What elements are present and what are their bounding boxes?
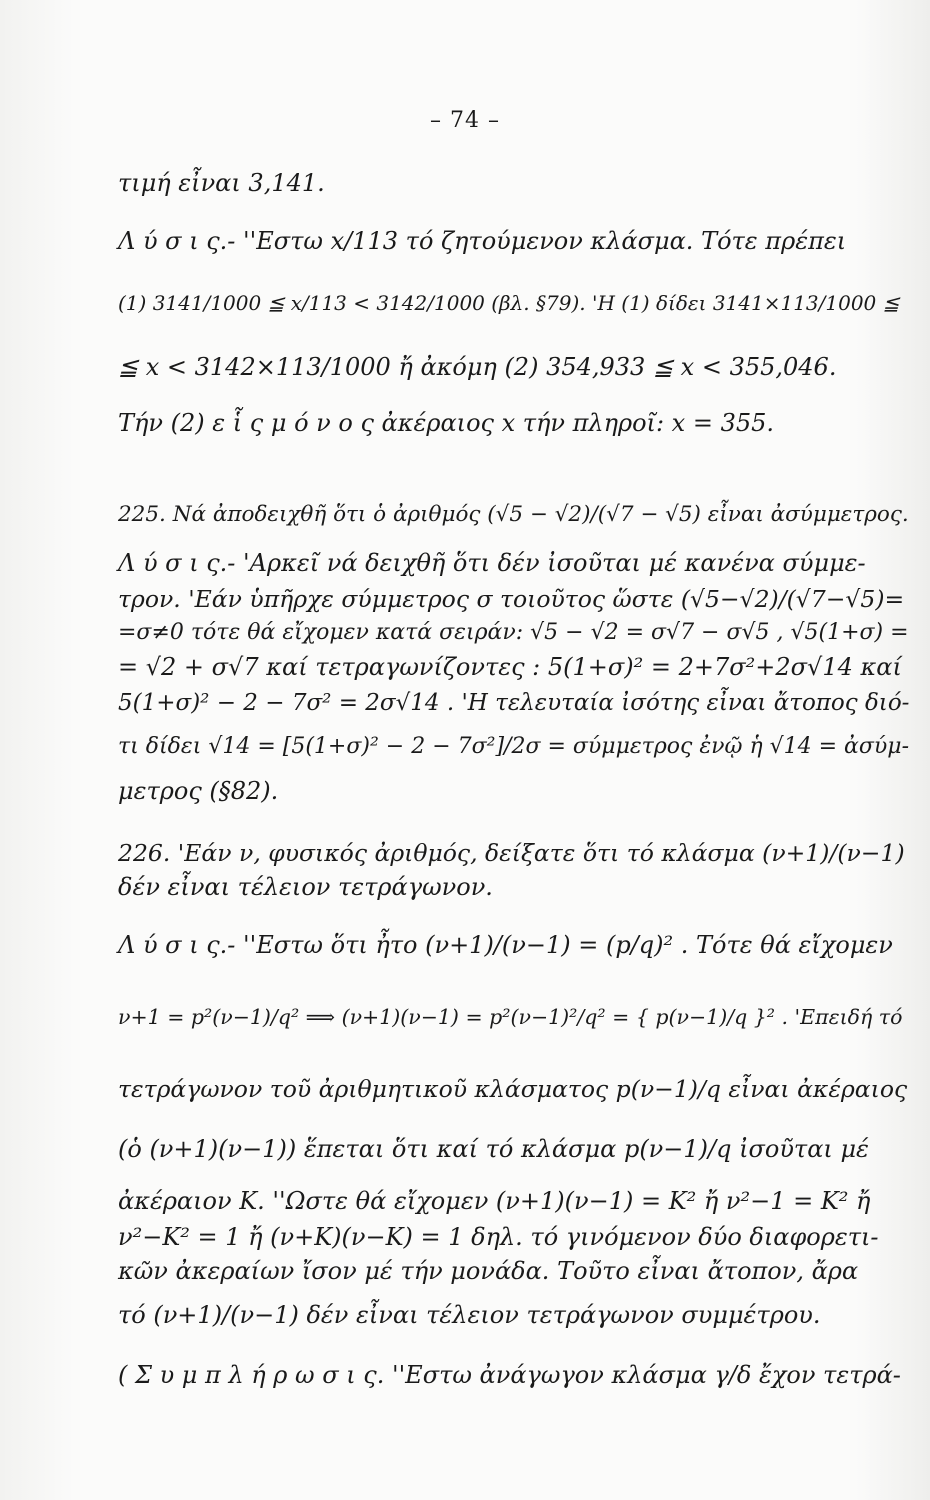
text-line: Τήν (2) ε ἷ ς μ ό ν ο ς ἀκέραιος x τήν πληροῖ: x = 355. bbox=[118, 409, 775, 437]
text-line: 5(1+σ)² − 2 − 7σ² = 2σ√14 . 'Η τελευταία ἰσότης εἶναι ἄτοπος διό- bbox=[118, 690, 910, 716]
text-line: =σ≠0 τότε θά εἴχομεν κατά σειράν: √5 − √2 = σ√7 − σ√5 , √5(1+σ) = bbox=[118, 620, 909, 645]
text-line: κῶν ἀκεραίων ἴσον μέ τήν μονάδα. Τοῦτο εἶναι ἄτοπον, ἄρα bbox=[118, 1257, 859, 1285]
exercise-226-statement: 226. 'Εάν ν, φυσικός ἀριθμός, δείξατε ὅτι τό κλάσμα (ν+1)/(ν−1) bbox=[118, 839, 905, 867]
text-line: Λ ύ σ ι ς.- 'Αρκεῖ νά δειχθῆ ὅτι δέν ἰσοῦται μέ κανένα σύμμε- bbox=[118, 549, 866, 577]
text-line: ≦ x < 3142×113/1000 ἤ ἀκόμη (2) 354,933 ≦ x < 355,046. bbox=[118, 353, 837, 381]
text-line: τρον. 'Εάν ὑπῆρχε σύμμετρος σ τοιοῦτος ὥστε (√5−√2)/(√7−√5)= bbox=[118, 585, 905, 613]
text-line: μετρος (§82). bbox=[118, 777, 279, 805]
text-line: δέν εἶναι τέλειον τετράγωνον. bbox=[118, 873, 493, 901]
text-line: τιμή εἶναι 3,141. bbox=[118, 169, 325, 197]
text-line: Λ ύ σ ι ς.- ''Εστω x/113 τό ζητούμενον κλάσμα. Τότε πρέπει bbox=[118, 227, 847, 255]
text-line: (1) 3141/1000 ≦ x/113 < 3142/1000 (βλ. §79). 'Η (1) δίδει 3141×113/1000 ≦ bbox=[118, 291, 900, 315]
text-line: (ὁ (ν+1)(ν−1)) ἕπεται ὅτι καί τό κλάσμα p(ν−1)/q ἰσοῦται μέ bbox=[118, 1135, 869, 1163]
text-line: ν+1 = p²(ν−1)/q² ⟹ (ν+1)(ν−1) = p²(ν−1)²/q² = { p(ν−1)/q }² . 'Επειδή τό bbox=[118, 1005, 903, 1029]
text-line: τετράγωνον τοῦ ἀριθμητικοῦ κλάσματος p(ν−1)/q εἶναι ἀκέραιος bbox=[118, 1075, 908, 1103]
text-line: = √2 + σ√7 καί τετραγωνίζοντες : 5(1+σ)² = 2+7σ²+2σ√14 καί bbox=[118, 653, 902, 681]
text-line: ν²−Κ² = 1 ἤ (ν+Κ)(ν−Κ) = 1 δηλ. τό γινόμενον δύο διαφορετι- bbox=[118, 1223, 879, 1251]
text-line: ( Σ υ μ π λ ή ρ ω σ ι ς. ''Εστω ἀνάγωγον κλάσμα γ/δ ἔχον τετρά- bbox=[118, 1361, 901, 1389]
text-line: ἀκέραιον Κ. ''Ωστε θά εἴχομεν (ν+1)(ν−1) = Κ² ἤ ν²−1 = Κ² ἤ bbox=[118, 1187, 871, 1215]
exercise-225-statement: 225. Νά ἀποδειχθῆ ὅτι ὁ ἀριθμός (√5 − √2)/(√7 − √5) εἶναι ἀσύμμετρος. bbox=[118, 502, 909, 527]
page-number: – 74 – bbox=[430, 108, 500, 133]
text-line: τι δίδει √14 = [5(1+σ)² − 2 − 7σ²]/2σ = σύμμετρος ἐνῷ ἡ √14 = ἀσύμ- bbox=[118, 734, 910, 759]
text-line: Λ ύ σ ι ς.- ''Εστω ὅτι ἦτο (ν+1)/(ν−1) = (p/q)² . Τότε θά εἴχομεν bbox=[118, 931, 893, 959]
text-line: τό (ν+1)/(ν−1) δέν εἶναι τέλειον τετράγωνον συμμέτρου. bbox=[118, 1301, 821, 1329]
